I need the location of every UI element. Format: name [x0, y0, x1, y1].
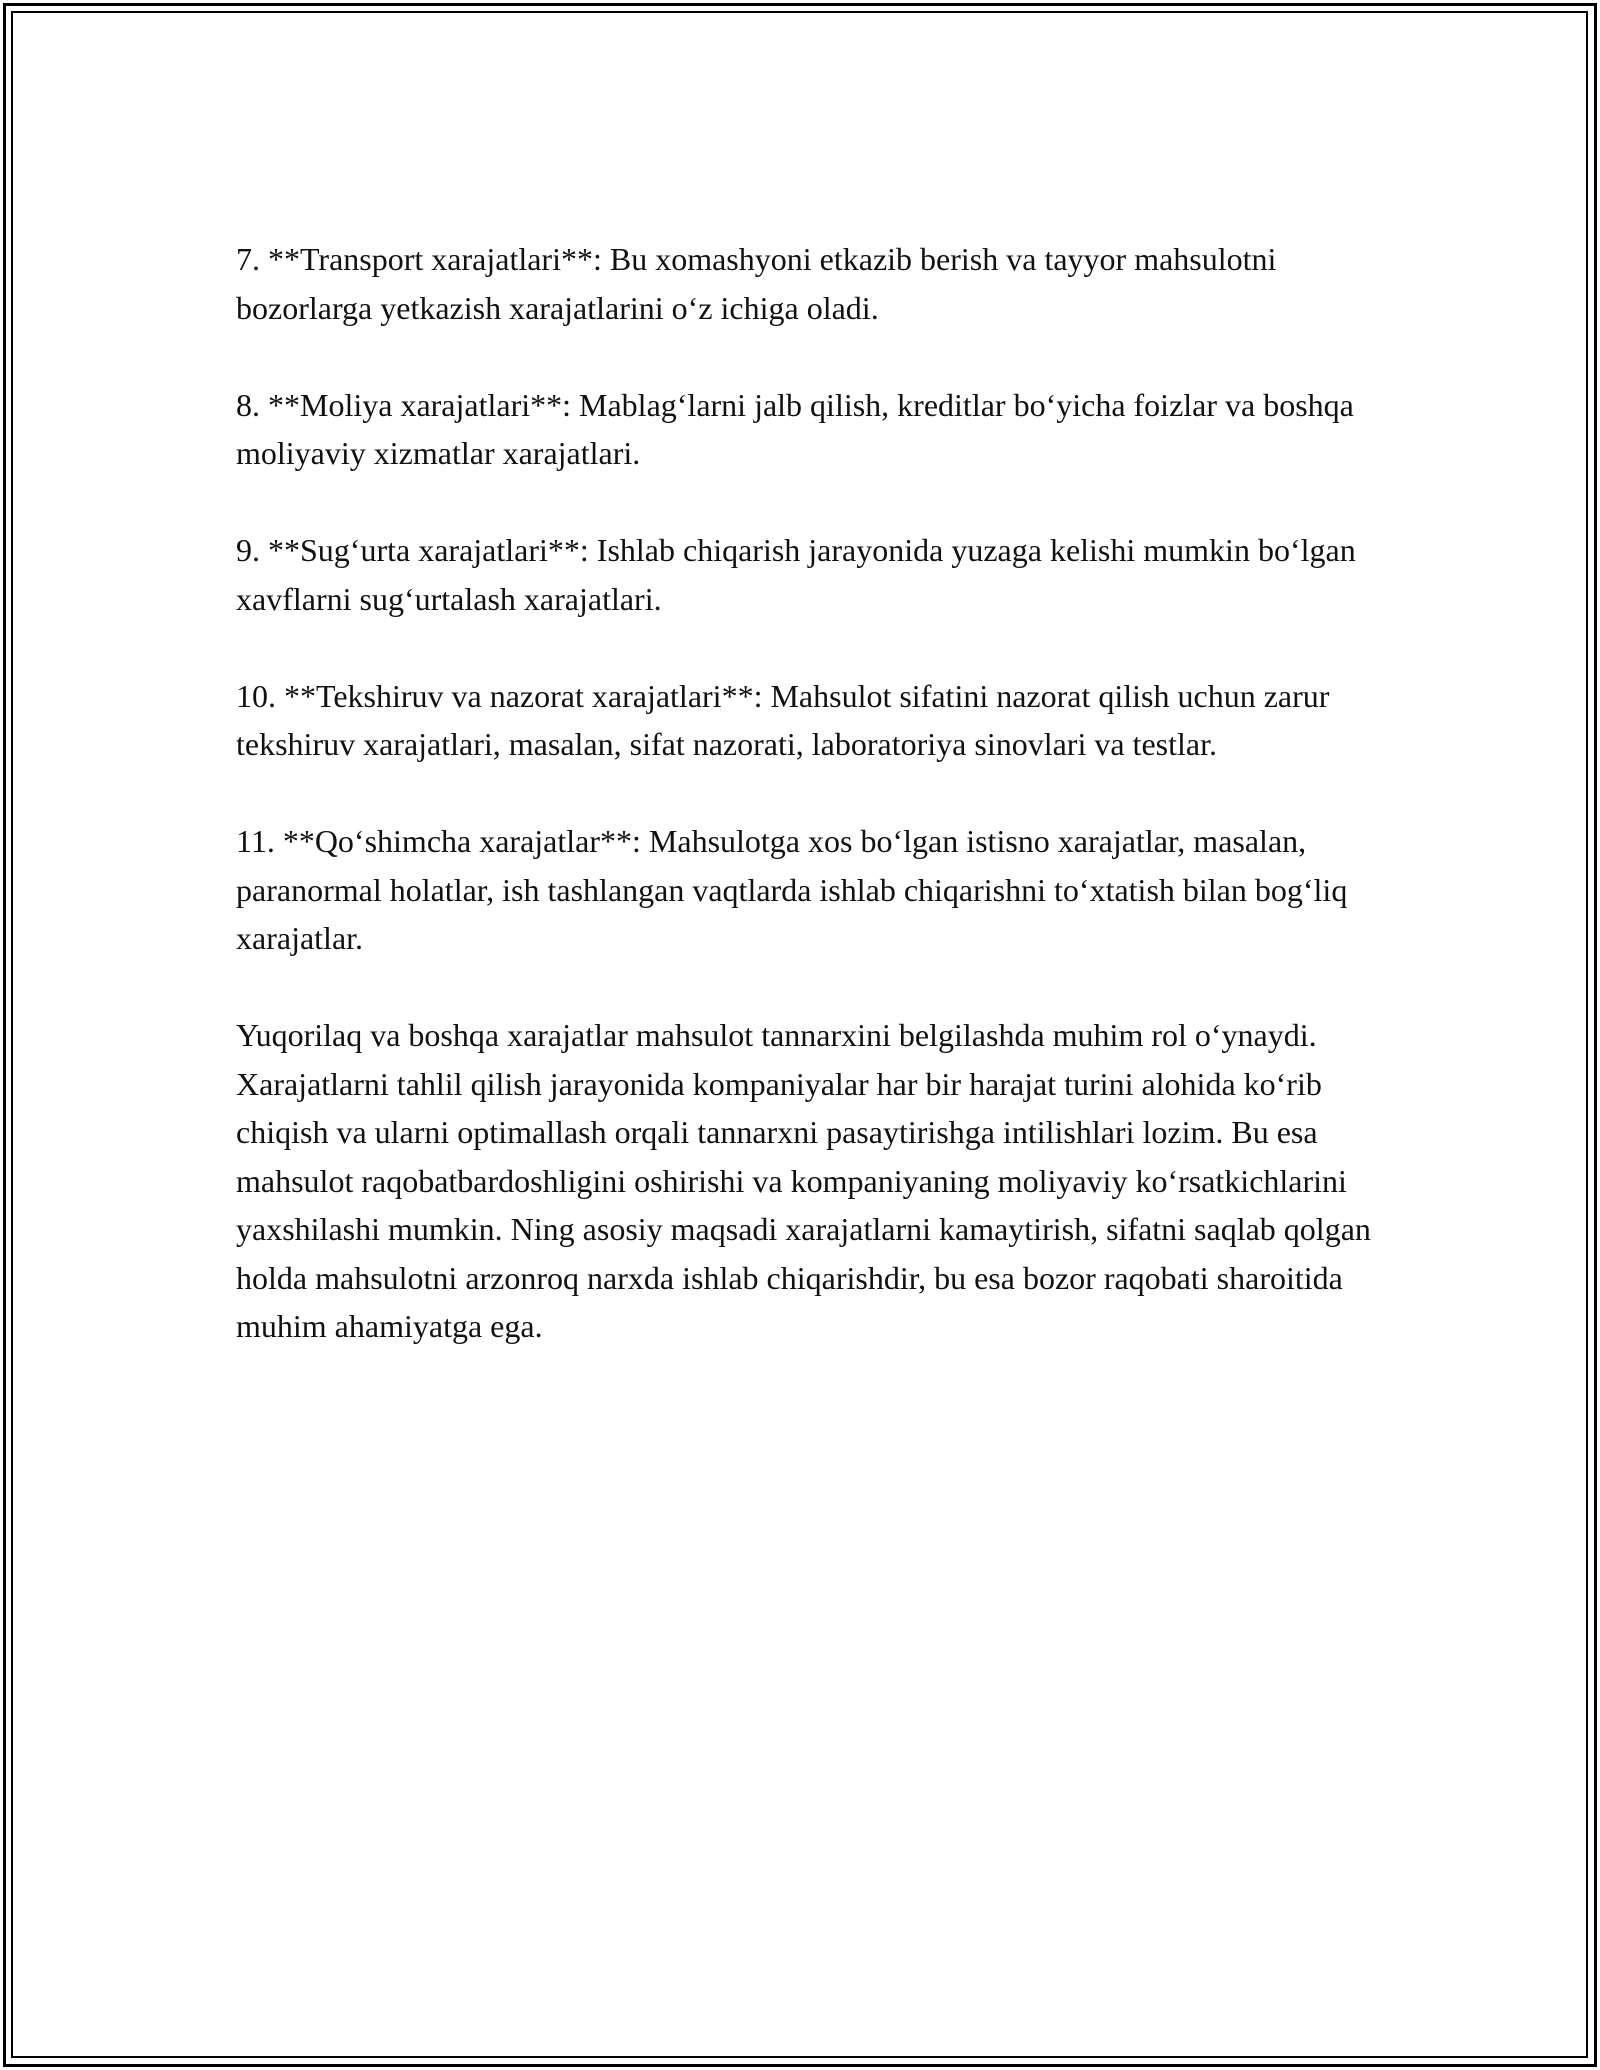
paragraph-transport-costs: 7. **Transport xarajatlari**: Bu xomashyoni etkazib berish va tayyor mahsulotni bozorlarga yetkazish xarajatlarini o‘z ichiga oladi. [236, 241, 1277, 326]
paragraph-conclusion: Yuqorilaq va boshqa xarajatlar mahsulot tannarxini belgilashda muhim rol o‘ynaydi. Xarajatlarni tahlil qilish jarayonida kompaniyalar har bir harajat turini alohida ko‘rib chiqish va ularni optimallash orqali tannarxni pasaytirishga intilishlari lozim. Bu esa mahsulot raqobatbardoshligini oshirishi va kompaniyaning moliyaviy ko‘rsatkichlarini yaxshilashi mumkin. Ning asosiy maqsadi xarajatlarni kamaytirish, sifatni saqlab qolgan holda mahsulotni arzonroq narxda ishlab chiqarishdir, bu esa bozor raqobati sharoitida muhim ahamiyatga ega. [236, 1017, 1371, 1344]
paragraph-finance-costs: 8. **Moliya xarajatlari**: Mablag‘larni jalb qilish, kreditlar bo‘yicha foizlar va boshqa moliyaviy xizmatlar xarajatlari. [236, 386, 1354, 471]
paragraph-additional-costs: 11. **Qo‘shimcha xarajatlar**: Mahsulotga xos bo‘lgan istisno xarajatlar, masalan, paranormal holatlar, ish tashlangan vaqtlarda ishlab chiqarishni to‘xtatish bilan bog‘liq xarajatlar. [236, 823, 1348, 956]
paragraph-insurance-costs: 9. **Sug‘urta xarajatlari**: Ishlab chiqarish jarayonida yuzaga kelishi mumkin bo‘lgan xavflarni sug‘urtalash xarajatlari. [236, 532, 1356, 617]
document-body [236, 235, 1376, 1399]
paragraph-inspection-costs: 10. **Tekshiruv va nazorat xarajatlari**: Mahsulot sifatini nazorat qilish uchun zarur tekshiruv xarajatlari, masalan, sifat nazorati, laboratoriya sinovlari va testlar. [236, 677, 1330, 762]
